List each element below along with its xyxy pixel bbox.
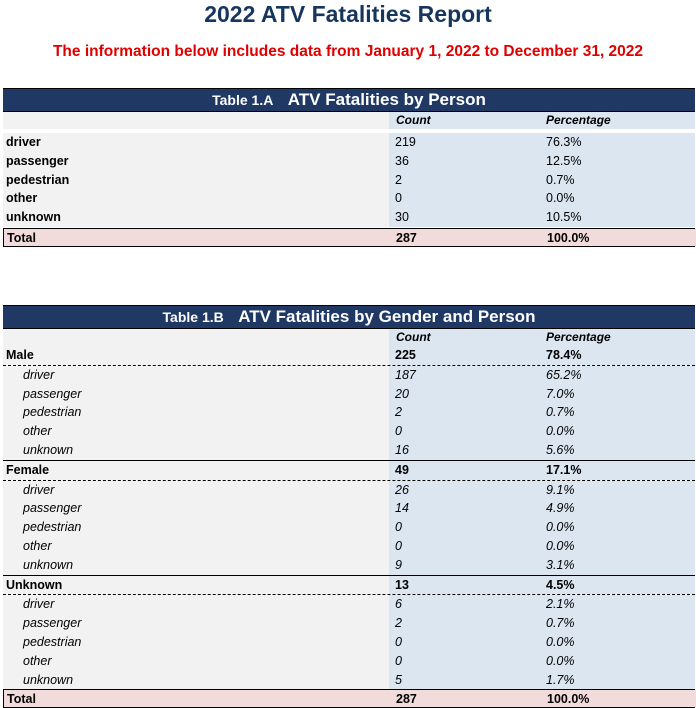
sub-row [3, 537, 695, 556]
table-1a-number: Table 1.A [212, 92, 274, 108]
table-1a [3, 88, 695, 247]
row-percentage: 100.0% [547, 230, 590, 245]
row-label: unknown [23, 557, 74, 572]
row-percentage: 7.0% [546, 386, 575, 401]
table-1a-header [3, 88, 695, 112]
row-percentage: 12.5% [546, 153, 582, 168]
row-percentage: 5.6% [546, 442, 575, 457]
row-label: pedestrian [23, 634, 82, 649]
sub-row [3, 595, 695, 614]
sub-row [3, 366, 695, 385]
sub-row [3, 481, 695, 500]
row-count: 6 [395, 597, 402, 612]
row-count: 2 [395, 405, 402, 420]
sub-row [3, 614, 695, 633]
sub-row [3, 385, 695, 404]
row-count: 49 [395, 462, 409, 477]
row-count: 0 [395, 520, 402, 535]
row-percentage: 0.7% [546, 616, 575, 631]
report-title: 2022 ATV Fatalities Report [204, 1, 492, 27]
row-label: pedestrian [23, 405, 82, 420]
sub-row [3, 652, 695, 671]
table-row [3, 152, 695, 171]
row-percentage: 2.1% [546, 597, 575, 612]
row-label: pedestrian [23, 520, 82, 535]
row-label: pedestrian [6, 172, 70, 187]
row-percentage: 10.5% [546, 210, 582, 225]
sub-row [3, 633, 695, 652]
row-count: 287 [396, 230, 417, 245]
row-count: 0 [395, 538, 402, 553]
row-percentage: 0.7% [546, 405, 575, 420]
total-row [3, 689, 695, 708]
sub-row [3, 556, 695, 575]
row-label: Total [7, 692, 36, 707]
count-column-header: Count [396, 330, 431, 344]
row-percentage: 78.4% [546, 348, 582, 362]
table-1b [3, 305, 695, 708]
table-row [3, 133, 695, 152]
table-1b-body [3, 346, 695, 708]
table-1b-number: Table 1.B [162, 309, 224, 325]
report-date-range: The information below includes data from January 1, 2022 to December 31, 2022 [52, 43, 644, 60]
row-count: 0 [395, 424, 402, 439]
row-percentage: 100.0% [547, 692, 590, 707]
row-count: 20 [395, 386, 409, 401]
row-percentage: 0.0% [546, 538, 575, 553]
row-label: passenger [23, 616, 82, 631]
row-count: 219 [395, 135, 416, 149]
table-row [3, 208, 695, 227]
group-row-female [3, 460, 695, 481]
row-percentage: 0.0% [546, 520, 575, 535]
row-percentage: 0.0% [546, 424, 575, 439]
row-label: Total [7, 230, 36, 245]
total-row [3, 228, 695, 247]
row-percentage: 0.0% [546, 653, 575, 668]
sub-row [3, 441, 695, 460]
row-count: 287 [396, 692, 417, 707]
row-count: 36 [395, 153, 409, 168]
sub-row [3, 671, 695, 690]
row-label: passenger [23, 386, 82, 401]
row-count: 2 [395, 616, 402, 631]
row-label: unknown [23, 672, 74, 687]
row-label: Male [6, 348, 34, 362]
row-percentage: 9.1% [546, 482, 575, 497]
table-row [3, 189, 695, 208]
row-count: 187 [395, 367, 416, 382]
row-count: 16 [395, 442, 409, 457]
percentage-column-header: Percentage [546, 330, 611, 344]
row-count: 9 [395, 557, 402, 572]
row-label: unknown [6, 210, 61, 225]
sub-row [3, 499, 695, 518]
table-1a-column-header [3, 112, 695, 129]
row-count: 5 [395, 672, 402, 687]
row-label: other [23, 424, 52, 439]
row-label: driver [23, 367, 55, 382]
row-percentage: 76.3% [546, 135, 582, 149]
table-row [3, 171, 695, 190]
row-label: driver [23, 482, 55, 497]
row-count: 26 [395, 482, 409, 497]
row-percentage: 4.9% [546, 501, 575, 516]
row-percentage: 65.2% [546, 367, 582, 382]
sub-row [3, 518, 695, 537]
row-percentage: 3.1% [546, 557, 575, 572]
row-label: passenger [6, 153, 69, 168]
row-label: Unknown [6, 577, 63, 592]
row-label: other [6, 191, 38, 206]
group-row-unknown [3, 575, 695, 596]
row-label: driver [23, 597, 55, 612]
sub-row [3, 403, 695, 422]
row-count: 0 [395, 634, 402, 649]
row-percentage: 0.0% [546, 634, 575, 649]
sub-row [3, 422, 695, 441]
table-1b-column-header [3, 329, 695, 346]
table-1b-header [3, 305, 695, 329]
row-count: 0 [395, 653, 402, 668]
percentage-column-header: Percentage [546, 113, 611, 127]
row-label: driver [6, 135, 41, 149]
row-count: 0 [395, 191, 402, 206]
row-label: other [23, 653, 52, 668]
table-1a-body [3, 133, 695, 247]
table-1a-title: ATV Fatalities by Person [287, 90, 486, 109]
row-count: 13 [395, 577, 409, 592]
row-count: 2 [395, 172, 402, 187]
row-label: passenger [23, 501, 82, 516]
row-label: Female [6, 462, 50, 477]
table-1b-title: ATV Fatalities by Gender and Person [238, 307, 536, 326]
row-percentage: 0.0% [546, 191, 575, 206]
row-percentage: 4.5% [546, 577, 575, 592]
row-label: other [23, 538, 52, 553]
count-column-header: Count [396, 113, 431, 127]
row-count: 225 [395, 348, 416, 362]
row-label: unknown [23, 442, 74, 457]
row-percentage: 1.7% [546, 672, 575, 687]
row-count: 30 [395, 210, 409, 225]
group-row-male [3, 346, 695, 366]
row-percentage: 17.1% [546, 462, 582, 477]
row-percentage: 0.7% [546, 172, 575, 187]
row-count: 14 [395, 501, 409, 516]
